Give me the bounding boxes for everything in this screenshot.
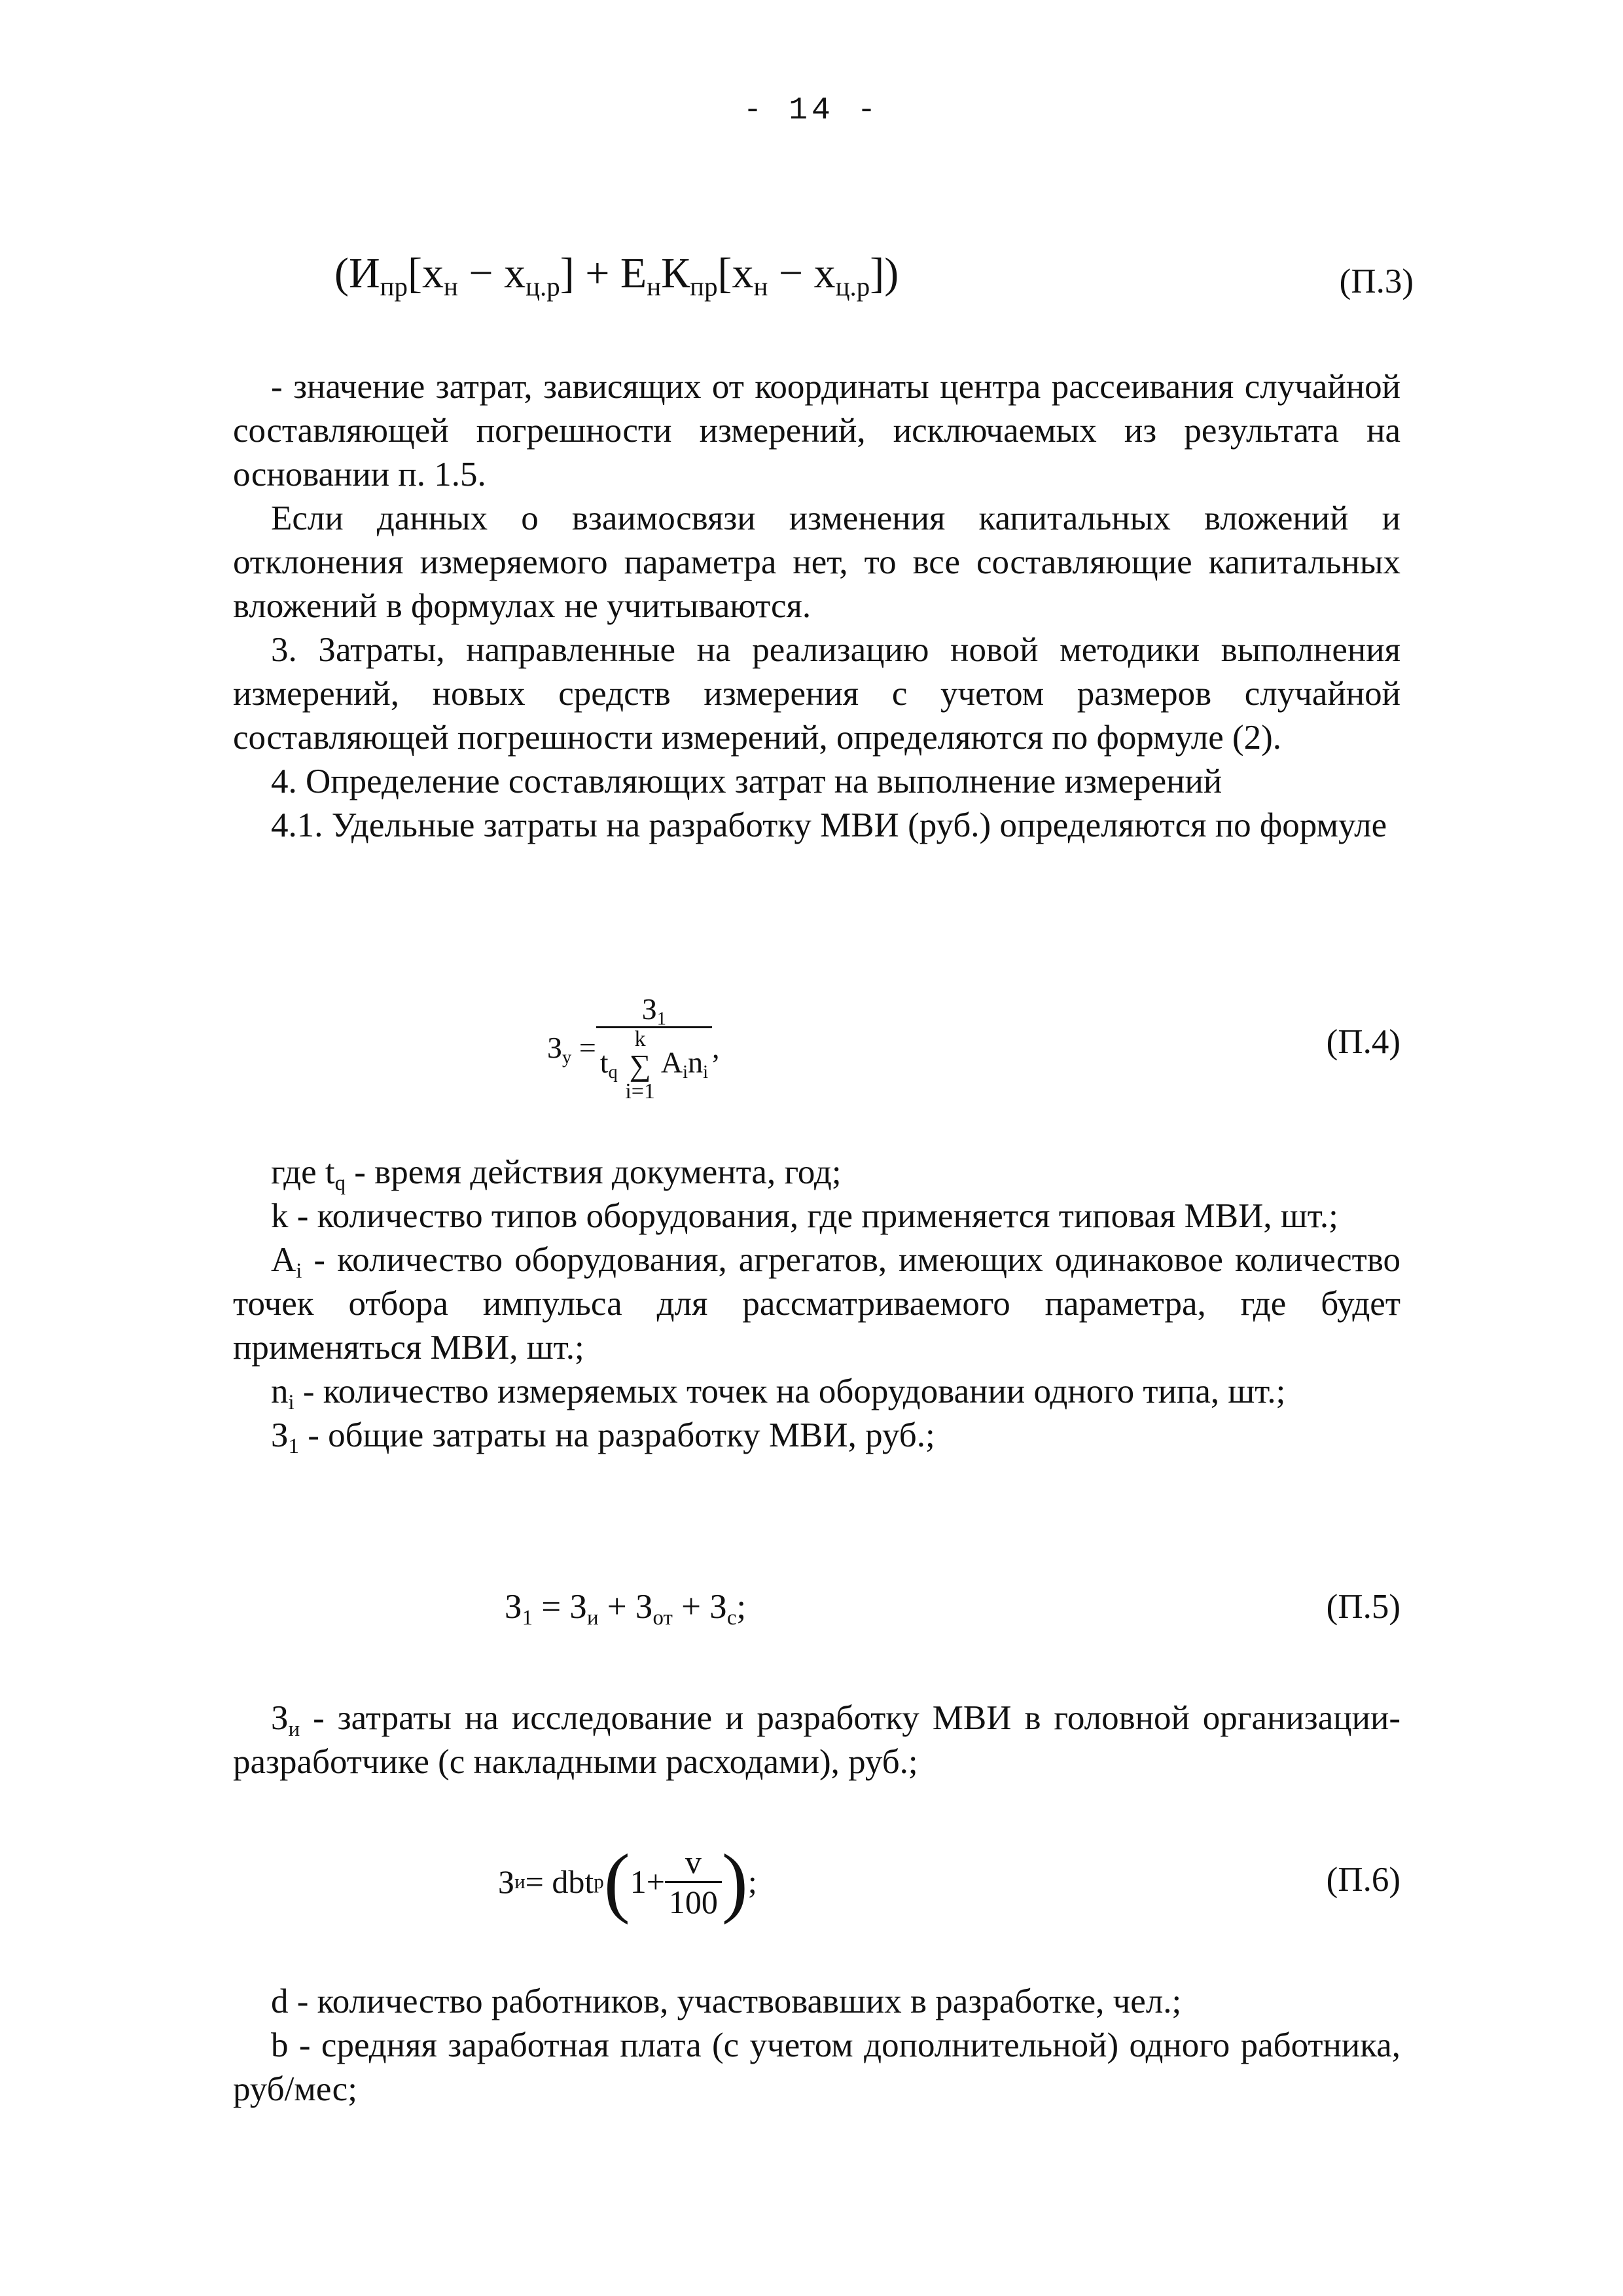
definition-ni: $n_i$ - количество измеряемых точек на оборудовании одного типа, шт.; [271, 1372, 1286, 1414]
p3-sub: н [753, 272, 768, 302]
p3-sub: н [444, 272, 458, 302]
p3-part: [x [408, 249, 444, 297]
p3-part: − x [457, 249, 526, 297]
p3-part: ] + Е [560, 249, 647, 297]
formula-p5: $З_1 = З_и + З_{от} + З_с$; (П.5) [505, 1588, 1400, 1630]
p4-tail: , [712, 1030, 720, 1064]
paragraph: d - количество работников, участвовавших в разработке, чел.; [271, 1982, 1182, 2020]
p3-sub: пр [690, 272, 718, 302]
p6-fraction: $\frac{v}{100}$ [665, 1843, 722, 1921]
p6-close-paren: ) [721, 1838, 748, 1925]
definition-ai: $A_i$ - количество оборудования, агрегатов, имеющих одинаковое количество точек отбора импульса для рассматриваемого параметра, где будет применяться МВИ, шт.; [233, 1241, 1400, 1367]
p6-open-paren: ( [603, 1838, 630, 1925]
formula-p6: З и = dbt р ( 1+ $\frac{v}{100}$ ) ; (П.6) [233, 1826, 1400, 1937]
definition-zi-block [233, 1696, 1400, 1784]
page-number: - 14 - [743, 93, 880, 128]
p3-sub: н [647, 272, 662, 302]
definition-z1: $З_1$ - общие затраты на разработку МВИ, руб.; [271, 1416, 935, 1458]
definition-zi: $З_и$ - затраты на исследование и разработку МВИ в головной организации-разработчике (с накладными расходами), руб.; [233, 1699, 1400, 1781]
p4-fraction [596, 992, 712, 1103]
definitions-block [233, 1151, 1400, 1458]
equation-label-p6: (П.6) [1326, 1861, 1400, 1899]
definition-k: k - количество типов оборудования, где применяется типовая МВИ, шт.; [271, 1197, 1338, 1235]
text-block-a [233, 365, 1400, 848]
p3-sub: пр [380, 272, 408, 302]
text-block-b [233, 1980, 1400, 2111]
paragraph: 3. Затраты, направленные на реализацию новой методики выполнения измерений, новых средств измерения с учетом размеров случайной составляющей погрешности измерений, определяются по формуле (2). [233, 631, 1400, 757]
p4-lhs: $З_у$ = [547, 1030, 596, 1068]
p4-denominator: $t_q$ k ∑ i=1 $A_in_i$ [599, 1027, 709, 1103]
paragraph: Если данных о взаимосвязи изменения капитальных вложений и отклонения измеряемого параметра нет, то все составляющие капитальных вложений в формулах не учитываются. [233, 499, 1400, 625]
p4-numerator: $З_1$ [596, 992, 712, 1028]
p3-sub: ц.р [526, 272, 560, 302]
p3-sub: ц.р [835, 272, 870, 302]
sum-sign: k ∑ i=1 [625, 1027, 655, 1103]
p3-close: ]) [870, 249, 899, 297]
definition-tq: где $t_q$ - время действия документа, год; [271, 1153, 842, 1195]
p3-part: К [661, 249, 690, 297]
equation-label-p4: (П.4) [1326, 1023, 1400, 1061]
paragraph: 4.1. Удельные затраты на разработку МВИ (руб.) определяются по формуле [271, 806, 1387, 844]
equation-label-p3: (П.3) [1339, 262, 1414, 300]
paragraph: - значение затрат, зависящих от координаты центра рассеивания случайной составляющей погрешности измерений, исключаемых из результата на основании п. 1.5. [233, 368, 1400, 493]
p3-open: (И [334, 249, 380, 297]
paragraph: 4. Определение составляющих затрат на выполнение измерений [271, 762, 1222, 800]
formula-p4 [233, 975, 1400, 1119]
p3-part: − x [768, 249, 836, 297]
p3-part: [x [717, 249, 754, 297]
paragraph: b - средняя заработная плата (с учетом дополнительной) одного работника, руб/мес; [233, 2026, 1400, 2108]
formula-p3 [233, 249, 1414, 347]
equation-label-p5: (П.5) [1326, 1588, 1400, 1626]
